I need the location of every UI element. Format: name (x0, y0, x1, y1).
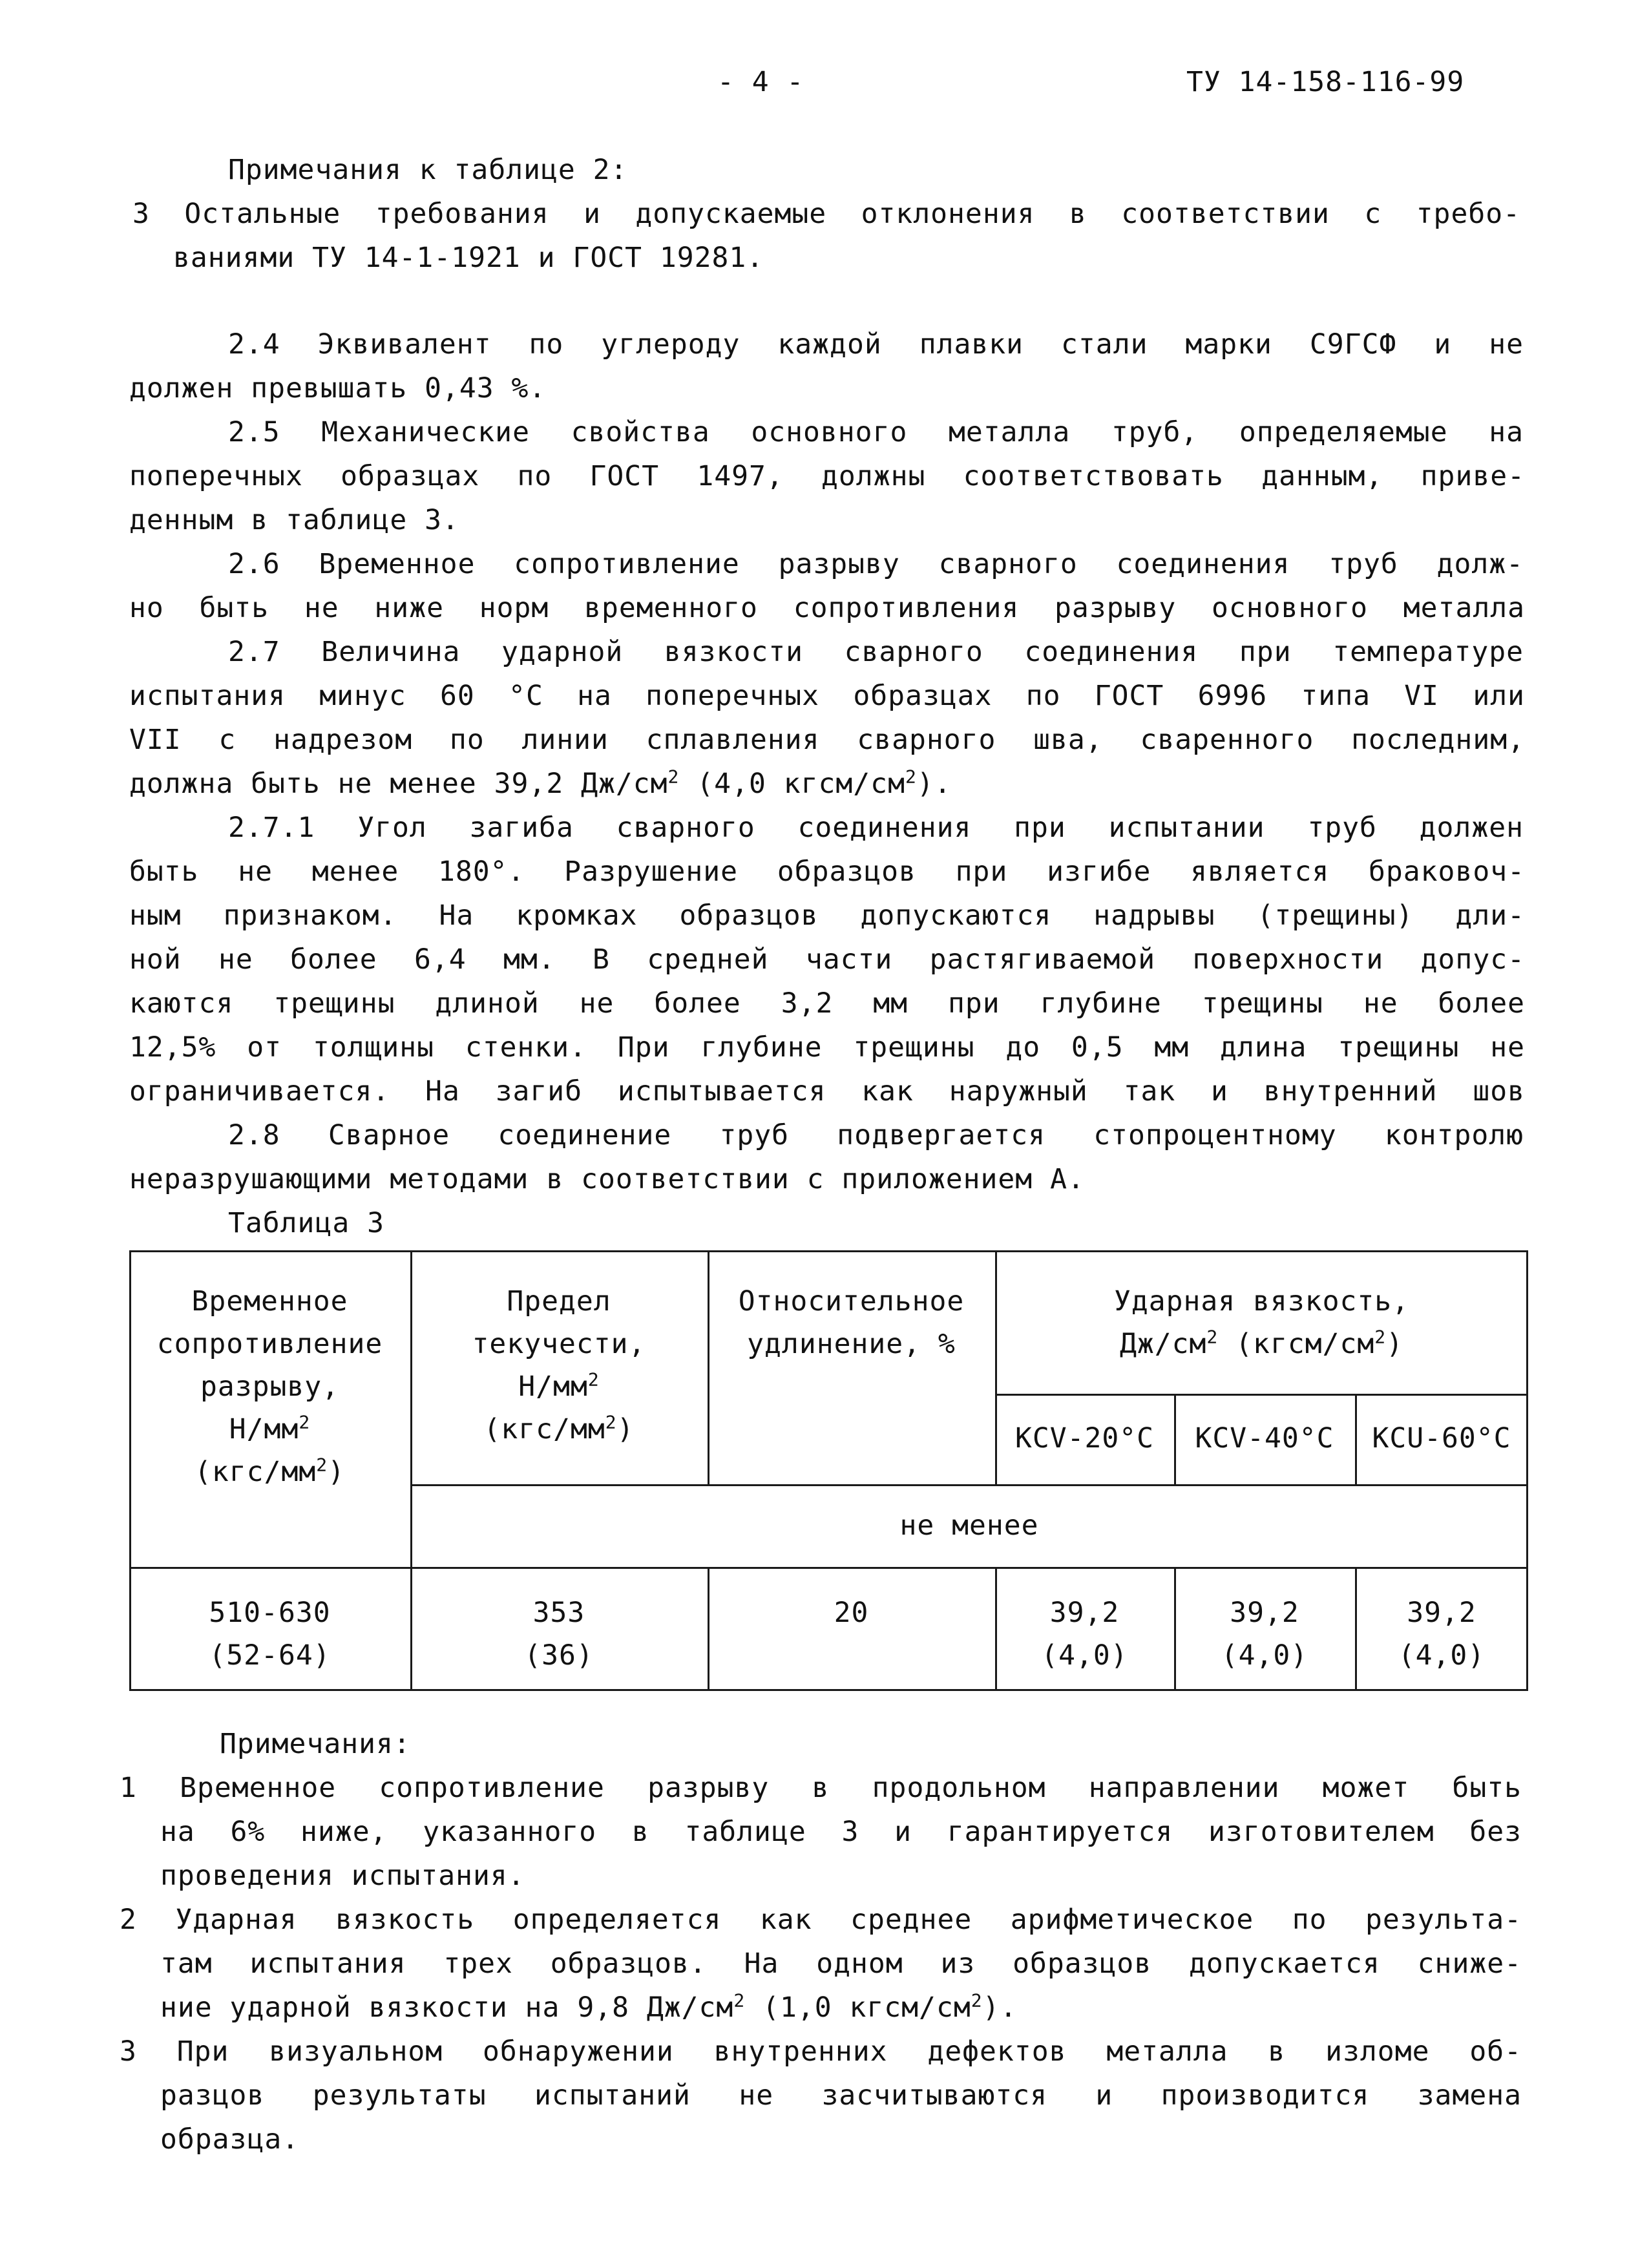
para-2-7-line3: VII с надрезом по линии сплавления сварного шва, сваренного последним, (129, 724, 1525, 756)
table-rule (129, 1689, 1528, 1691)
para-2-7-1-line1: 2.7.1 Угол загиба сварного соединения при испытании труб должен (228, 812, 1524, 844)
note-2-line1: 2 Ударная вязкость определяется как среднее арифметическое по результа- (120, 1904, 1522, 1936)
para-2-8-line2: неразрушающими методами в соответствии с приложением А. (129, 1163, 1085, 1195)
note-3-line3: образца. (160, 2123, 300, 2156)
col-header-yield-strength: Предел текучести, $Н/мм^2$ $(кгс/мм^2)$ (472, 1285, 646, 1445)
note-3-line1: 3 При визуальном обнаружении внутренних дефектов металла в изломе об- (120, 2035, 1522, 2068)
para-2-6-line1: 2.6 Временное сопротивление разрыву сварного соединения труб долж- (228, 548, 1524, 580)
notes-table2-item3-line1: 3 Остальные требования и допускаемые отклонения в соответствии с требо- (132, 198, 1520, 230)
table-rule (995, 1394, 1528, 1396)
value-tensile-strength: 510-630 (52-64) (209, 1597, 331, 1672)
para-2-4-line1: 2.4 Эквивалент по углероду каждой плавки стали марки С9ГСФ и не (228, 328, 1524, 361)
para-2-5-line2: поперечных образцах по ГОСТ 1497, должны соответствовать данным, приве- (129, 460, 1525, 492)
para-2-7-line2: испытания минус 60 °С на поперечных образцах по ГОСТ 6996 типа VI или (129, 680, 1525, 712)
value-kcv-40: 39,2 (4,0) (1221, 1597, 1308, 1672)
table-rule (129, 1250, 1528, 1252)
note-3-line2: разцов результаты испытаний не засчитываются и производится замена (160, 2079, 1522, 2112)
para-2-7-line4-end: ). (916, 768, 952, 800)
note-1-line1: 1 Временное сопротивление разрыву в продольном направлении может быть (120, 1772, 1522, 1804)
not-less-label: не менее (899, 1509, 1039, 1542)
notes-heading: Примечания: (220, 1728, 411, 1760)
note-2-line3-text: ние ударной вязкости на 9,8 Дж/см (160, 1991, 734, 2024)
para-2-6-line2: но быть не ниже норм временного сопротивления разрыву основного металла (129, 592, 1525, 624)
note-2-line3-unit: (1,0 кгсм/см (745, 1991, 971, 2024)
notes-table2-heading: Примечания к таблице 2: (228, 154, 628, 186)
superscript: 2 (667, 766, 680, 788)
document-code: ТУ 14-158-116-99 (1186, 66, 1465, 98)
col-header-tensile-strength: Временное сопротивление разрыву, $Н/мм^2$ $(кгс/мм^2)$ (156, 1285, 383, 1488)
value-kcu-60: 39,2 (4,0) (1398, 1597, 1486, 1672)
col-header-impact-toughness: Ударная вязкость, $Дж/см^2$ $(кгсм/см^2)$ (1113, 1285, 1410, 1360)
note-2-line3 (160, 1990, 1017, 2025)
para-2-7-1-line5: каются трещины длиной не более 3,2 мм при глубине трещины не более (129, 987, 1525, 1020)
para-2-7-1-line6: 12,5% от толщины стенки. При глубине трещины до 0,5 мм длина трещины не (129, 1031, 1525, 1064)
value-elongation: 20 (834, 1597, 869, 1629)
table3-caption: Таблица 3 (228, 1207, 384, 1239)
value-yield-strength: 353 (36) (524, 1597, 594, 1672)
para-2-7-line4 (129, 766, 952, 801)
table-rule (410, 1484, 1528, 1486)
para-2-7-line4-unit: (4,0 кгсм/см (679, 768, 905, 800)
note-2-line2: там испытания трех образцов. На одном из образцов допускается сниже- (160, 1948, 1522, 1980)
subheader-kcv-40: KCV-40°C (1195, 1422, 1334, 1454)
col-header-elongation: Относительное удлинение, % (738, 1285, 965, 1360)
superscript: 2 (905, 766, 917, 788)
para-2-7-line1: 2.7 Величина ударной вязкости сварного соединения при температуре (228, 636, 1524, 668)
para-2-7-line4-text: должна быть не менее 39,2 Дж/см (129, 768, 668, 800)
table3 (129, 1250, 1528, 1691)
notes-table2-item3-line2: ваниями ТУ 14-1-1921 и ГОСТ 19281. (173, 242, 764, 274)
subheader-kcv-20: KCV-20°C (1014, 1422, 1155, 1454)
para-2-7-1-line3: ным признаком. На кромках образцов допускаются надрывы (трещины) дли- (129, 899, 1525, 932)
value-kcv-20: 39,2 (4,0) (1041, 1597, 1128, 1672)
superscript: 2 (971, 1990, 983, 2011)
note-2-line3-end: ). (982, 1991, 1018, 2024)
table-rule (129, 1567, 1528, 1569)
para-2-7-1-line2: быть не менее 180°. Разрушение образцов при изгибе является браковоч- (129, 856, 1525, 888)
para-2-8-line1: 2.8 Сварное соединение труб подвергается стопроцентному контролю (228, 1119, 1524, 1151)
note-1-line2: на 6% ниже, указанного в таблице 3 и гарантируется изготовителем без (160, 1816, 1522, 1848)
para-2-5-line3: денным в таблице 3. (129, 504, 459, 536)
para-2-7-1-line7: ограничивается. На загиб испытывается как наружный так и внутренний шов (129, 1075, 1525, 1108)
note-1-line3: проведения испытания. (160, 1860, 525, 1892)
para-2-7-1-line4: ной не более 6,4 мм. В средней части растягиваемой поверхности допус- (129, 943, 1525, 976)
para-2-4-line2: должен превышать 0,43 %. (129, 372, 547, 404)
superscript: 2 (733, 1990, 746, 2011)
para-2-5-line1: 2.5 Механические свойства основного металла труб, определяемые на (228, 416, 1524, 448)
subheader-kcu-60: KCU-60°C (1372, 1422, 1511, 1454)
page-number: - 4 - (717, 66, 804, 98)
